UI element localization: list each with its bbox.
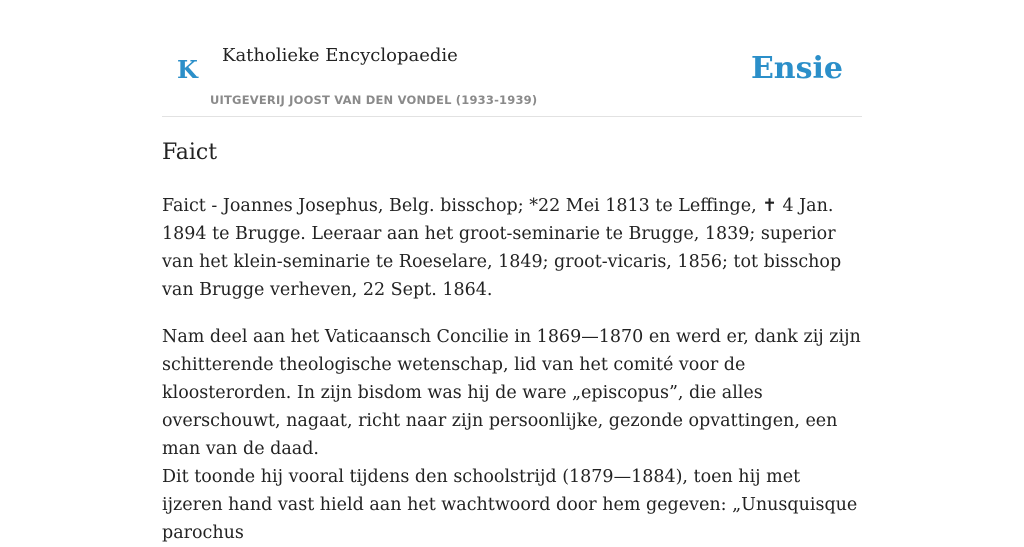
- article-paragraph: Dit toonde hij vooral tijdens den schoolstrijd (1879—1884), toen hij met ijzeren hand vast hield aan het wachtwoord door hem gegeven: „Unusquisque parochus: [162, 467, 858, 543]
- article-paragraph: Nam deel aan het Vaticaansch Concilie in 1869—1870 en werd er, dank zij zijn schitterende theologische wetenschap, lid van het comité voor de kloosterorden. In zijn bisdom was hij de ware „episcopus”, die alles overschouwt, nagaat, richt naar zijn persoonlijke, gezonde opvattingen, een man van de daad.: [162, 327, 861, 459]
- logo-icon[interactable]: K: [177, 55, 198, 84]
- ensie-brand-link[interactable]: Ensie: [750, 51, 843, 86]
- site-header: [162, 0, 862, 117]
- article-paragraph: Faict - Joannes Josephus, Belg. bisschop; *22 Mei 1813 te Leffinge, ✝ 4 Jan. 1894 te Brugge. Leeraar aan het groot-seminarie te Brugge, 1839; superior van het klein-seminarie te Roeselare, 1849; groot-vicaris, 1856; tot bisschop van Brugge verheven, 22 Sept. 1864.: [162, 196, 842, 300]
- article-title: Faict: [162, 140, 218, 165]
- site-title[interactable]: Katholieke Encyclopaedie: [222, 45, 458, 66]
- publisher-subtitle: UITGEVERIJ JOOST VAN DEN VONDEL (1933-1939): [210, 93, 538, 107]
